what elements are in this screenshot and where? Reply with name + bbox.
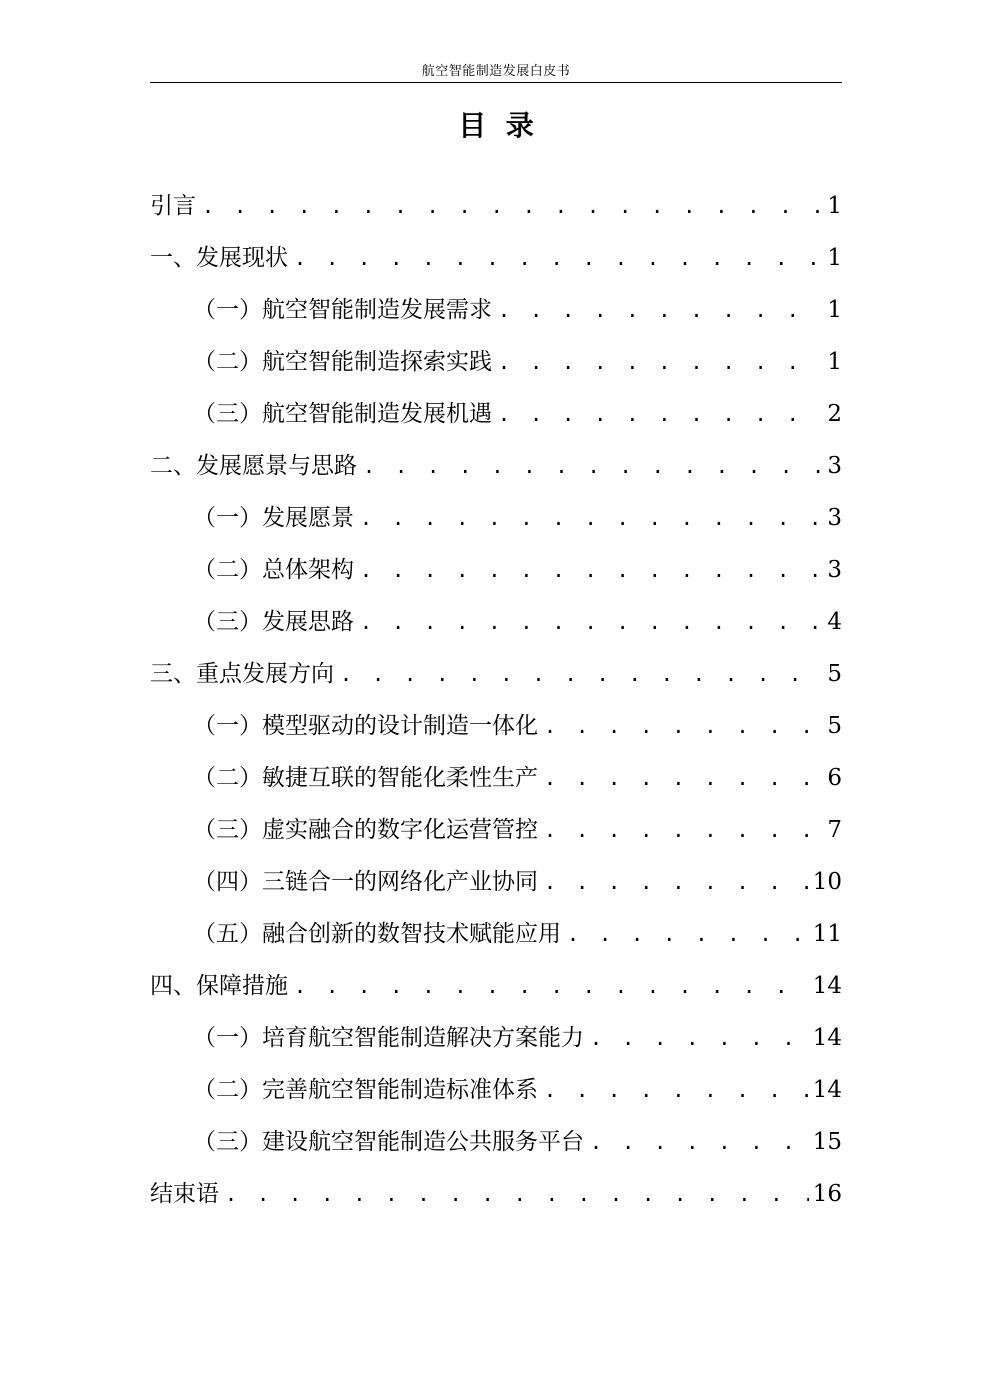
- toc-entry-page: 4: [827, 609, 842, 635]
- dot-leader: [498, 284, 823, 336]
- toc-entry-page: 2: [827, 401, 842, 427]
- toc-entry-label: （二）敏捷互联的智能化柔性生产: [193, 765, 538, 791]
- toc-entry-5[interactable]: [150, 388, 842, 440]
- dot-leader: [360, 544, 823, 596]
- toc-entry-4[interactable]: [150, 336, 842, 388]
- toc-entry-label: （三）建设航空智能制造公共服务平台: [193, 1129, 584, 1155]
- toc-entry-3[interactable]: [150, 284, 842, 336]
- toc-entry-page: 1: [827, 193, 842, 219]
- toc-entry-14[interactable]: [150, 856, 842, 908]
- toc-entry-page: 6: [827, 765, 842, 791]
- toc-entry-17[interactable]: [150, 1012, 842, 1064]
- toc-entry-10[interactable]: [150, 648, 842, 700]
- toc-entry-20[interactable]: [150, 1168, 842, 1220]
- dot-leader: [294, 232, 823, 284]
- dot-leader: [294, 960, 809, 1012]
- dot-leader: [360, 596, 823, 648]
- toc-entry-label: （一）模型驱动的设计制造一体化: [193, 713, 538, 739]
- toc-entry-label: 引言: [150, 193, 196, 219]
- dot-leader: [340, 648, 823, 700]
- toc-entry-6[interactable]: [150, 440, 842, 492]
- toc-entry-13[interactable]: [150, 804, 842, 856]
- dot-leader: [567, 908, 809, 960]
- toc-entry-page: 10: [812, 869, 842, 895]
- dot-leader: [544, 856, 809, 908]
- running-title: 航空智能制造发展白皮书: [421, 64, 571, 79]
- toc-entry-label: （三）虚实融合的数字化运营管控: [193, 817, 538, 843]
- toc-entry-15[interactable]: [150, 908, 842, 960]
- page-header: [150, 60, 842, 83]
- toc-entry-label: （二）完善航空智能制造标准体系: [193, 1077, 538, 1103]
- toc-entry-page: 15: [812, 1129, 842, 1155]
- toc-entry-label: 结束语: [150, 1181, 219, 1207]
- toc-entry-page: 1: [827, 349, 842, 375]
- dot-leader: [363, 440, 823, 492]
- toc-entry-page: 3: [827, 557, 842, 583]
- dot-leader: [544, 752, 823, 804]
- dot-leader: [590, 1012, 809, 1064]
- dot-leader: [544, 1064, 809, 1116]
- toc-entry-label: 一、发展现状: [150, 245, 288, 271]
- toc-entry-9[interactable]: [150, 596, 842, 648]
- toc-entry-page: 3: [827, 505, 842, 531]
- toc-entry-label: 三、重点发展方向: [150, 661, 334, 687]
- toc-title: 目 录: [458, 109, 534, 142]
- dot-leader: [590, 1116, 809, 1168]
- toc-entry-page: 5: [827, 713, 842, 739]
- toc-entry-label: （一）航空智能制造发展需求: [193, 297, 492, 323]
- toc-entry-label: （一）发展愿景: [193, 505, 354, 531]
- dot-leader: [544, 804, 823, 856]
- toc-entry-page: 14: [812, 1025, 842, 1051]
- toc-entry-page: 14: [812, 973, 842, 999]
- toc-entry-19[interactable]: [150, 1116, 842, 1168]
- toc-entry-page: 16: [812, 1181, 842, 1207]
- toc-entry-11[interactable]: [150, 700, 842, 752]
- toc-entry-label: （四）三链合一的网络化产业协同: [193, 869, 538, 895]
- toc-entry-page: 11: [812, 921, 842, 947]
- toc-entry-page: 1: [827, 245, 842, 271]
- toc-entry-label: （五）融合创新的数智技术赋能应用: [193, 921, 561, 947]
- toc-entry-label: 四、保障措施: [150, 973, 288, 999]
- toc-entry-2[interactable]: [150, 232, 842, 284]
- toc-entry-page: 14: [812, 1077, 842, 1103]
- toc-entry-12[interactable]: [150, 752, 842, 804]
- toc-entry-label: （三）航空智能制造发展机遇: [193, 401, 492, 427]
- toc-entry-label: （三）发展思路: [193, 609, 354, 635]
- table-of-contents: [150, 180, 842, 1220]
- toc-entry-label: 二、发展愿景与思路: [150, 453, 357, 479]
- toc-entry-7[interactable]: [150, 492, 842, 544]
- toc-entry-16[interactable]: [150, 960, 842, 1012]
- toc-entry-18[interactable]: [150, 1064, 842, 1116]
- toc-entry-page: 1: [827, 297, 842, 323]
- toc-entry-label: （二）航空智能制造探索实践: [193, 349, 492, 375]
- toc-entry-page: 7: [827, 817, 842, 843]
- dot-leader: [360, 492, 823, 544]
- dot-leader: [544, 700, 823, 752]
- dot-leader: [498, 336, 823, 388]
- toc-entry-label: （一）培育航空智能制造解决方案能力: [193, 1025, 584, 1051]
- dot-leader: [202, 180, 823, 232]
- toc-entry-label: （二）总体架构: [193, 557, 354, 583]
- dot-leader: [498, 388, 823, 440]
- toc-entry-1[interactable]: [150, 180, 842, 232]
- toc-entry-page: 5: [827, 661, 842, 687]
- toc-entry-8[interactable]: [150, 544, 842, 596]
- dot-leader: [225, 1168, 809, 1220]
- toc-entry-page: 3: [827, 453, 842, 479]
